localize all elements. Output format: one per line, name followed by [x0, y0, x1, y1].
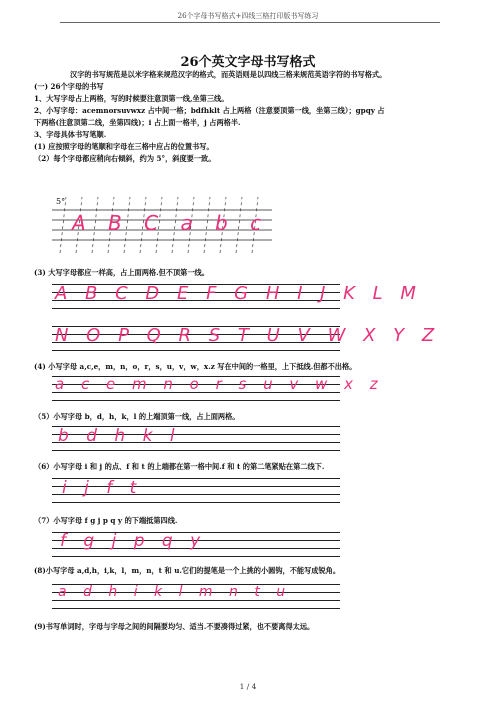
step-6: （6）小写字母 i 和 j 的点、f 和 t 的上端都在第一格中间.f 和 t 的第二笔紧贴在第二线下.	[34, 462, 325, 471]
step-4: (4) 小写字母 a,c,e，m，n，o，r，s，u，v，w，x.z 写在中间的一格里，上下抵线.但都不出格。	[34, 362, 357, 371]
document-header: 26个字母书写格式+四线三格打印版书写练习	[177, 12, 319, 20]
lowercase-middle-letters: a c e m n o r s u v w x z	[55, 375, 384, 393]
rule-2: 2、小写字母：acemnorsuvwxz 占中间一格；bdfhklt 占上两格（注意要顶第一线，坐第三线）；gpqy 占	[34, 106, 385, 115]
slant-demo-letters: A B C a b c	[72, 211, 270, 235]
step-8: (8)小写字母 a,d,h，i,k，l，m，n，t 和 u.它们的提笔是一个上挑的小圆钩，不能写成锐角。	[34, 566, 341, 575]
step-1: (1) 应按照字母的笔顺和字母在三格中应占的位置书写。	[34, 142, 214, 151]
step-3: (3) 大写字母都应一样高，占上面两格.但不顶第一线。	[34, 268, 209, 277]
intro-paragraph: 汉字的书写规范是以米字格来规范汉字的格式，而英语则是以四线三格来规范英语字符的书写格式。	[70, 70, 387, 79]
section-heading: (一) 26个字母的书写	[34, 82, 104, 91]
slant-demo-diagram	[52, 195, 272, 260]
step-5: （5）小写字母 b，d，h，k，l 的上端顶第一线，占上面两格。	[34, 412, 240, 421]
rule-3: 3、字母具体书写笔顺.	[34, 130, 107, 139]
lowercase-ascender-letters: b d h k l	[58, 426, 181, 446]
uppercase-n-to-z: N O P Q R S T U V W X Y Z	[55, 325, 441, 346]
step-2: （2）每个字母都应稍向右倾斜，约为 5°，斜度要一致。	[34, 154, 216, 163]
rule-2-cont: 下两格(注意顶第二线，坐第四线)；i 占上面一格半，j 占两格半.	[34, 118, 241, 127]
step-7: （7）小写字母 f g j p q y 的下端抵第四线.	[34, 516, 178, 525]
rule-1: 1、大写字母占上两格，写的时候要注意顶第一线,坐第三线。	[34, 94, 229, 103]
lowercase-hook-letters: a d h i k l m n t u	[58, 584, 292, 600]
page-title: 26个英文字母书写格式	[180, 55, 316, 70]
page-number: 1 / 4	[239, 682, 257, 691]
step-9: (9)书写单词时，字母与字母之间的间隔要均匀、适当.不要凑得过紧，也不要离得太远。	[34, 622, 315, 631]
lowercase-descender-letters: f g j p q y	[60, 531, 207, 551]
header-divider	[60, 22, 440, 23]
uppercase-a-to-m: A B C D E F G H I J K L M	[55, 283, 422, 304]
lowercase-ijft-letters: i j f t	[62, 478, 143, 498]
slant-angle-label: 5°	[56, 197, 66, 206]
